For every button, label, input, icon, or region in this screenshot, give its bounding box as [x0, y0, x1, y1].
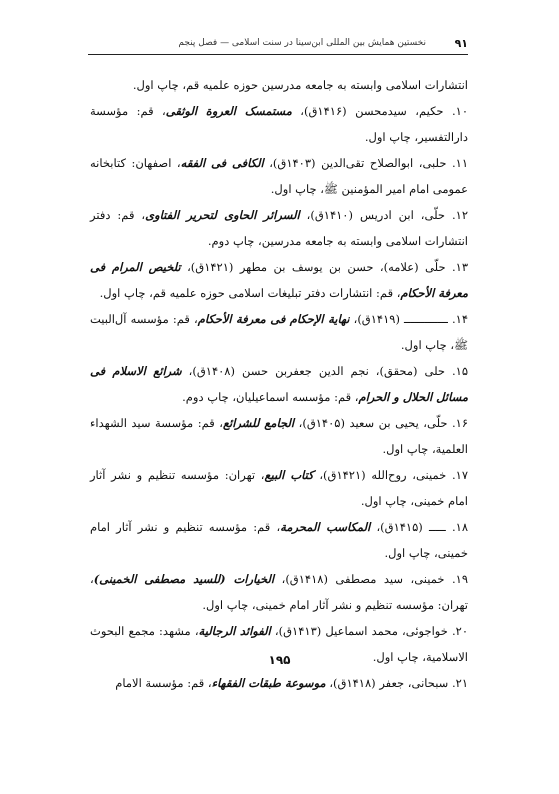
entry-author: خواجوئی، محمد اسماعیل (۱۴۱۳ق)،: [270, 624, 448, 638]
bibliography-entry: [90, 306, 468, 358]
entry-publication: ، قم: مؤسسة الامام: [115, 676, 212, 690]
entry-number: ۱۴.: [452, 312, 469, 326]
entry-number: ۱۶.: [451, 416, 468, 430]
entry-author: انتشارات اسلامی وابسته به جامعه مدرسین حوزه علمیه قم، چاپ اول.: [132, 78, 468, 92]
bibliography-entry: [90, 462, 468, 514]
bibliography-entry: [90, 566, 468, 618]
entry-author: خمینی، روح‌الله (۱۴۲۱ق)،: [313, 468, 447, 482]
entry-publication: ، قم: مؤسسه اسماعیلیان، چاپ دوم.: [182, 390, 359, 404]
entry-author: حلی (محقق)، نجم الدین جعفربن حسن (۱۴۰۸ق)،: [181, 364, 445, 378]
entry-title: الکافی فی الفقه: [180, 156, 264, 170]
entry-publication: ، قم: مؤسسه تنظیم و نشر آثار امام خمینی، چاپ اول.: [90, 520, 468, 560]
entry-publication: ، تهران: مؤسسه تنظیم و نشر آثار امام خمینی، چاپ اول.: [90, 468, 468, 508]
bibliography-entry: [90, 202, 468, 254]
entry-author: حکیم، سیدمحسن (۱۴۱۶ق)،: [291, 104, 444, 118]
bibliography-entry: [90, 358, 468, 410]
entry-number: ۱۳.: [452, 260, 469, 274]
entry-title: شرائع الاسلام فی مسائل الحلال و الحرام: [90, 364, 468, 404]
entry-publication: ، اصفهان: کتابخانه عمومی امام امیر المؤمنین ﷺ، چاپ اول.: [90, 156, 468, 196]
entry-number: ۱۲.: [451, 208, 468, 222]
entry-publication: ، مشهد: مجمع البحوث الاسلامیة، چاپ اول.: [90, 624, 468, 664]
entry-number: ۱۵.: [451, 364, 468, 378]
header-divider: [88, 54, 468, 55]
header-page-number: ۹۱: [454, 37, 468, 50]
entry-title: المکاسب المحرمة: [280, 520, 371, 534]
entry-publication: ، قم: مؤسسه آل‌البیت ﷺ، چاپ اول.: [90, 312, 468, 352]
entry-title: نهایة الإحکام فی معرفة الأحکام: [197, 312, 350, 326]
entry-number: ۱۷.: [451, 468, 468, 482]
entry-title: موسوعة طبقات الفقهاء: [211, 676, 326, 690]
entry-number: ۱۹.: [452, 572, 469, 586]
entry-publication: ، قم: مؤسسة دارالتفسیر، چاپ اول.: [90, 104, 468, 144]
footer-page-number: ۱۹۵: [268, 653, 291, 667]
bibliography-entry: [90, 514, 468, 566]
entry-author: حلّی، ابن ادریس (۱۴۱۰ق)،: [299, 208, 445, 222]
entry-publication: ، قم: مؤسسة سید الشهداء العلمیة، چاپ اول.: [90, 416, 468, 456]
entry-publication: ، تهران: مؤسسه تنظیم و نشر آثار امام خمینی، چاپ اول.: [90, 572, 468, 612]
entry-author: حلبی، ابوالصلاح تقی‌الدین (۱۴۰۳ق)،: [263, 156, 447, 170]
entry-number: ۱۰.: [451, 104, 468, 118]
entry-author: حلّی، یحیی بن سعید (۱۴۰۵ق)،: [294, 416, 448, 430]
entry-title: مستمسک العروة الوثقی: [165, 104, 292, 118]
bibliography-entry: [90, 254, 468, 306]
entry-title: السرائر الحاوی لتحریر الفتاوی: [145, 208, 300, 222]
bibliography-entry: [90, 72, 468, 98]
entry-author: حلّی (علامه)، حسن بن یوسف بن مطهر (۱۴۲۱ق)،: [180, 260, 446, 274]
entry-author: ـــــ (۱۴۱۵ق)،: [370, 520, 446, 534]
bibliography-entry: [90, 98, 468, 150]
bibliography-list: [90, 72, 468, 696]
bibliography-entry: [90, 150, 468, 202]
entry-publication: ، قم: دفتر انتشارات اسلامی وابسته به جامعه مدرسین، چاپ دوم.: [90, 208, 468, 248]
bibliography-entry: [90, 410, 468, 462]
entry-number: ۱۱.: [451, 156, 468, 170]
entry-author: ـــــــــــــ (۱۴۱۹ق)،: [349, 312, 448, 326]
running-header: [88, 36, 468, 54]
entry-title: کتاب البیع: [264, 468, 314, 482]
entry-publication: ، قم: انتشارات دفتر تبلیغات اسلامی حوزه علمیه قم، چاپ اول.: [99, 286, 401, 300]
entry-title: الفوائد الرجالیة: [198, 624, 271, 638]
entry-title: الخیارات (للسید مصطفی الخمینی): [93, 572, 275, 586]
entry-number: ۲۰.: [452, 624, 469, 638]
entry-title: الجامع للشرائع: [222, 416, 295, 430]
entry-author: سبحانی، جعفر (۱۴۱۸ق)،: [325, 676, 449, 690]
entry-number: ۱۸.: [452, 520, 469, 534]
entry-title: تلخیص المرام فی معرفة الأحکام: [90, 260, 468, 300]
bibliography-entry: [90, 670, 468, 696]
header-title: نخستین همایش بین المللی ابن‌سینا در سنت اسلامی — فصل پنجم: [178, 38, 426, 48]
entry-number: ۲۱.: [451, 676, 468, 690]
entry-author: خمینی، سید مصطفی (۱۴۱۸ق)،: [274, 572, 445, 586]
